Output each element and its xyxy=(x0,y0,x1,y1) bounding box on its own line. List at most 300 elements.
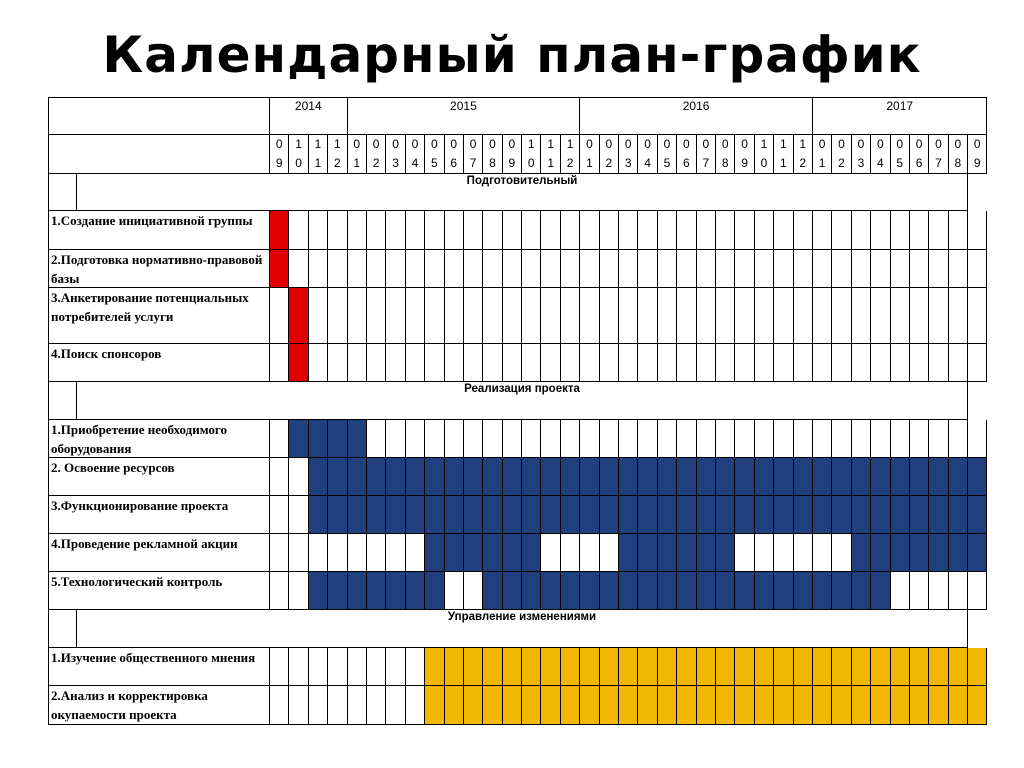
gantt-empty-cell xyxy=(619,211,638,250)
gantt-empty-cell xyxy=(445,572,464,610)
gantt-empty-cell xyxy=(561,420,580,458)
gantt-bar-cell xyxy=(309,420,328,458)
gantt-bar-cell xyxy=(735,648,754,686)
gantt-bar-cell xyxy=(677,572,696,610)
gantt-bar-cell xyxy=(406,496,425,534)
gantt-empty-cell xyxy=(968,344,987,382)
gantt-empty-cell xyxy=(891,211,910,250)
gantt-empty-cell xyxy=(794,534,813,572)
gantt-bar-cell xyxy=(677,458,696,496)
gantt-bar-cell xyxy=(580,648,599,686)
gantt-empty-cell xyxy=(600,211,619,250)
gantt-bar-cell xyxy=(929,648,948,686)
gantt-bar-cell xyxy=(289,288,308,344)
gantt-bar-cell xyxy=(309,496,328,534)
gantt-empty-cell xyxy=(406,344,425,382)
month-header: 0 6 xyxy=(910,135,929,174)
task-label: 1.Изучение общественного мнения xyxy=(49,648,270,686)
year-header: 2017 xyxy=(813,98,988,135)
gantt-bar-cell xyxy=(871,534,890,572)
gantt-empty-cell xyxy=(386,288,405,344)
gantt-bar-cell xyxy=(658,686,677,725)
gantt-bar-cell xyxy=(774,496,793,534)
gantt-bar-cell xyxy=(832,572,851,610)
gantt-empty-cell xyxy=(638,288,657,344)
gantt-empty-cell xyxy=(697,288,716,344)
gantt-empty-cell xyxy=(755,250,774,288)
gantt-empty-cell xyxy=(503,288,522,344)
gantt-empty-cell xyxy=(658,420,677,458)
gantt-empty-cell xyxy=(949,344,968,382)
gantt-bar-cell xyxy=(464,496,483,534)
gantt-bar-cell xyxy=(522,458,541,496)
gantt-empty-cell xyxy=(716,420,735,458)
gantt-empty-cell xyxy=(309,534,328,572)
gantt-empty-cell xyxy=(503,344,522,382)
gantt-empty-cell xyxy=(891,288,910,344)
gantt-bar-cell xyxy=(832,686,851,725)
gantt-bar-cell xyxy=(968,534,987,572)
gantt-bar-cell xyxy=(619,458,638,496)
gantt-empty-cell xyxy=(406,250,425,288)
gantt-empty-cell xyxy=(774,534,793,572)
gantt-bar-cell xyxy=(367,496,386,534)
gantt-empty-cell xyxy=(697,344,716,382)
gantt-bar-cell xyxy=(871,686,890,725)
year-header: 2016 xyxy=(580,98,813,135)
gantt-empty-cell xyxy=(852,288,871,344)
section-marker-cell xyxy=(49,174,77,211)
gantt-empty-cell xyxy=(367,534,386,572)
gantt-empty-cell xyxy=(910,572,929,610)
gantt-bar-cell xyxy=(464,458,483,496)
gantt-bar-cell xyxy=(328,572,347,610)
gantt-bar-cell xyxy=(716,534,735,572)
gantt-empty-cell xyxy=(309,288,328,344)
gantt-bar-cell xyxy=(425,686,444,725)
gantt-bar-cell xyxy=(619,686,638,725)
gantt-bar-cell xyxy=(910,534,929,572)
gantt-empty-cell xyxy=(813,344,832,382)
gantt-bar-cell xyxy=(658,648,677,686)
gantt-empty-cell xyxy=(755,420,774,458)
gantt-bar-cell xyxy=(289,344,308,382)
gantt-bar-cell xyxy=(968,458,987,496)
gantt-empty-cell xyxy=(289,496,308,534)
gantt-empty-cell xyxy=(735,534,754,572)
gantt-bar-cell xyxy=(328,458,347,496)
gantt-empty-cell xyxy=(697,420,716,458)
gantt-bar-cell xyxy=(580,496,599,534)
gantt-bar-cell xyxy=(425,534,444,572)
gantt-bar-cell xyxy=(755,686,774,725)
gantt-bar-cell xyxy=(600,496,619,534)
gantt-empty-cell xyxy=(328,344,347,382)
gantt-bar-cell xyxy=(483,648,502,686)
gantt-empty-cell xyxy=(697,250,716,288)
gantt-bar-cell xyxy=(600,458,619,496)
gantt-bar-cell xyxy=(794,496,813,534)
gantt-bar-cell xyxy=(929,496,948,534)
gantt-bar-cell xyxy=(270,250,289,288)
gantt-empty-cell xyxy=(270,572,289,610)
task-label: 2. Освоение ресурсов xyxy=(49,458,270,496)
gantt-empty-cell xyxy=(716,288,735,344)
gantt-empty-cell xyxy=(483,250,502,288)
gantt-bar-cell xyxy=(328,420,347,458)
gantt-empty-cell xyxy=(600,534,619,572)
gantt-empty-cell xyxy=(348,686,367,725)
gantt-empty-cell xyxy=(425,288,444,344)
month-header: 1 2 xyxy=(794,135,813,174)
gantt-empty-cell xyxy=(638,420,657,458)
gantt-empty-cell xyxy=(425,344,444,382)
gantt-bar-cell xyxy=(697,496,716,534)
gantt-empty-cell xyxy=(348,534,367,572)
gantt-empty-cell xyxy=(348,648,367,686)
month-header: 0 6 xyxy=(445,135,464,174)
month-header: 0 6 xyxy=(677,135,696,174)
gantt-empty-cell xyxy=(910,211,929,250)
gantt-bar-cell xyxy=(445,648,464,686)
gantt-bar-cell xyxy=(600,572,619,610)
gantt-empty-cell xyxy=(716,250,735,288)
gantt-empty-cell xyxy=(445,420,464,458)
gantt-bar-cell xyxy=(483,572,502,610)
gantt-empty-cell xyxy=(541,344,560,382)
gantt-empty-cell xyxy=(774,250,793,288)
task-label: 1.Приобретение необходимого оборудования xyxy=(49,420,270,458)
gantt-empty-cell xyxy=(677,250,696,288)
gantt-empty-cell xyxy=(774,211,793,250)
gantt-empty-cell xyxy=(348,250,367,288)
gantt-bar-cell xyxy=(638,458,657,496)
page-title: Календарный план-график xyxy=(102,26,922,84)
task-label: 1.Создание инициативной группы xyxy=(49,211,270,250)
gantt-empty-cell xyxy=(541,250,560,288)
gantt-bar-cell xyxy=(386,458,405,496)
month-header: 0 8 xyxy=(716,135,735,174)
gantt-bar-cell xyxy=(561,496,580,534)
gantt-bar-cell xyxy=(619,534,638,572)
gantt-empty-cell xyxy=(464,250,483,288)
gantt-empty-cell xyxy=(755,211,774,250)
task-label: 5.Технологический контроль xyxy=(49,572,270,610)
gantt-empty-cell xyxy=(503,420,522,458)
gantt-empty-cell xyxy=(445,344,464,382)
gantt-empty-cell xyxy=(871,344,890,382)
gantt-empty-cell xyxy=(677,420,696,458)
gantt-empty-cell xyxy=(929,288,948,344)
gantt-bar-cell xyxy=(774,686,793,725)
gantt-empty-cell xyxy=(367,648,386,686)
gantt-empty-cell xyxy=(832,288,851,344)
gantt-bar-cell xyxy=(309,572,328,610)
gantt-bar-cell xyxy=(638,534,657,572)
gantt-empty-cell xyxy=(794,344,813,382)
gantt-bar-cell xyxy=(445,496,464,534)
gantt-empty-cell xyxy=(871,211,890,250)
gantt-bar-cell xyxy=(541,458,560,496)
gantt-bar-cell xyxy=(949,648,968,686)
gantt-empty-cell xyxy=(270,496,289,534)
gantt-empty-cell xyxy=(464,288,483,344)
month-header: 0 7 xyxy=(697,135,716,174)
gantt-bar-cell xyxy=(716,458,735,496)
gantt-bar-cell xyxy=(871,572,890,610)
gantt-bar-cell xyxy=(755,458,774,496)
gantt-empty-cell xyxy=(891,344,910,382)
gantt-empty-cell xyxy=(270,420,289,458)
gantt-bar-cell xyxy=(755,572,774,610)
gantt-empty-cell xyxy=(755,344,774,382)
gantt-bar-cell xyxy=(289,420,308,458)
gantt-empty-cell xyxy=(348,344,367,382)
gantt-bar-cell xyxy=(852,534,871,572)
gantt-bar-cell xyxy=(425,496,444,534)
gantt-empty-cell xyxy=(929,572,948,610)
gantt-empty-cell xyxy=(929,344,948,382)
gantt-empty-cell xyxy=(561,211,580,250)
gantt-bar-cell xyxy=(348,496,367,534)
section-header: Подготовительный xyxy=(77,174,968,211)
month-header: 0 2 xyxy=(367,135,386,174)
gantt-bar-cell xyxy=(367,572,386,610)
gantt-bar-cell xyxy=(968,648,987,686)
gantt-bar-cell xyxy=(794,686,813,725)
gantt-bar-cell xyxy=(367,458,386,496)
gantt-empty-cell xyxy=(852,211,871,250)
gantt-empty-cell xyxy=(541,211,560,250)
gantt-empty-cell xyxy=(406,288,425,344)
gantt-empty-cell xyxy=(483,211,502,250)
gantt-bar-cell xyxy=(658,572,677,610)
month-header: 0 8 xyxy=(483,135,502,174)
gantt-bar-cell xyxy=(677,648,696,686)
task-label: 2.Подготовка нормативно-правовой базы xyxy=(49,250,270,288)
gantt-empty-cell xyxy=(677,211,696,250)
gantt-empty-cell xyxy=(270,288,289,344)
month-header: 0 1 xyxy=(580,135,599,174)
gantt-bar-cell xyxy=(503,534,522,572)
gantt-empty-cell xyxy=(619,288,638,344)
gantt-empty-cell xyxy=(367,344,386,382)
gantt-bar-cell xyxy=(813,458,832,496)
gantt-empty-cell xyxy=(871,250,890,288)
gantt-empty-cell xyxy=(949,211,968,250)
gantt-empty-cell xyxy=(425,250,444,288)
gantt-bar-cell xyxy=(852,458,871,496)
gantt-empty-cell xyxy=(289,534,308,572)
gantt-empty-cell xyxy=(677,288,696,344)
month-header: 0 1 xyxy=(813,135,832,174)
gantt-empty-cell xyxy=(658,288,677,344)
gantt-bar-cell xyxy=(968,496,987,534)
gantt-empty-cell xyxy=(348,211,367,250)
gantt-empty-cell xyxy=(386,211,405,250)
gantt-empty-cell xyxy=(270,458,289,496)
gantt-table xyxy=(48,97,987,725)
task-label: 3.Анкетирование потенциальных потребителей услуги xyxy=(49,288,270,344)
gantt-empty-cell xyxy=(891,250,910,288)
gantt-bar-cell xyxy=(348,572,367,610)
gantt-empty-cell xyxy=(774,420,793,458)
gantt-bar-cell xyxy=(406,572,425,610)
gantt-empty-cell xyxy=(832,534,851,572)
gantt-empty-cell xyxy=(406,686,425,725)
gantt-bar-cell xyxy=(871,648,890,686)
gantt-bar-cell xyxy=(561,648,580,686)
gantt-bar-cell xyxy=(522,572,541,610)
section-header: Реализация проекта xyxy=(77,382,968,420)
gantt-empty-cell xyxy=(328,211,347,250)
gantt-bar-cell xyxy=(406,458,425,496)
gantt-bar-cell xyxy=(813,648,832,686)
gantt-bar-cell xyxy=(910,458,929,496)
gantt-bar-cell xyxy=(561,572,580,610)
gantt-empty-cell xyxy=(464,344,483,382)
month-header: 1 0 xyxy=(755,135,774,174)
gantt-empty-cell xyxy=(794,420,813,458)
gantt-empty-cell xyxy=(600,288,619,344)
gantt-bar-cell xyxy=(348,420,367,458)
gantt-empty-cell xyxy=(464,572,483,610)
gantt-empty-cell xyxy=(600,344,619,382)
gantt-bar-cell xyxy=(852,496,871,534)
gantt-empty-cell xyxy=(328,288,347,344)
gantt-bar-cell xyxy=(949,534,968,572)
gantt-bar-cell xyxy=(522,686,541,725)
gantt-empty-cell xyxy=(619,420,638,458)
gantt-empty-cell xyxy=(832,344,851,382)
gantt-bar-cell xyxy=(522,534,541,572)
gantt-bar-cell xyxy=(832,496,851,534)
gantt-bar-cell xyxy=(541,572,560,610)
gantt-empty-cell xyxy=(852,344,871,382)
gantt-empty-cell xyxy=(289,458,308,496)
gantt-bar-cell xyxy=(445,686,464,725)
gantt-empty-cell xyxy=(794,211,813,250)
gantt-empty-cell xyxy=(619,250,638,288)
gantt-empty-cell xyxy=(406,420,425,458)
gantt-empty-cell xyxy=(425,420,444,458)
month-header: 0 4 xyxy=(871,135,890,174)
gantt-empty-cell xyxy=(580,250,599,288)
gantt-empty-cell xyxy=(386,648,405,686)
year-header: 2015 xyxy=(348,98,581,135)
gantt-empty-cell xyxy=(522,211,541,250)
gantt-empty-cell xyxy=(503,211,522,250)
gantt-empty-cell xyxy=(522,288,541,344)
header-label-cell xyxy=(49,135,270,174)
gantt-empty-cell xyxy=(794,250,813,288)
gantt-empty-cell xyxy=(541,420,560,458)
gantt-bar-cell xyxy=(929,686,948,725)
gantt-bar-cell xyxy=(929,458,948,496)
gantt-empty-cell xyxy=(852,420,871,458)
month-header: 0 7 xyxy=(929,135,948,174)
gantt-empty-cell xyxy=(561,288,580,344)
gantt-bar-cell xyxy=(270,211,289,250)
gantt-bar-cell xyxy=(658,496,677,534)
gantt-bar-cell xyxy=(735,686,754,725)
gantt-bar-cell xyxy=(774,572,793,610)
gantt-empty-cell xyxy=(386,344,405,382)
gantt-empty-cell xyxy=(794,288,813,344)
gantt-empty-cell xyxy=(367,211,386,250)
section-marker-cell xyxy=(49,382,77,420)
gantt-bar-cell xyxy=(697,572,716,610)
gantt-bar-cell xyxy=(386,572,405,610)
gantt-empty-cell xyxy=(929,211,948,250)
gantt-bar-cell xyxy=(735,572,754,610)
gantt-empty-cell xyxy=(658,250,677,288)
month-header: 1 0 xyxy=(289,135,308,174)
gantt-bar-cell xyxy=(677,686,696,725)
gantt-bar-cell xyxy=(503,458,522,496)
gantt-bar-cell xyxy=(716,686,735,725)
gantt-empty-cell xyxy=(522,420,541,458)
gantt-bar-cell xyxy=(832,648,851,686)
gantt-empty-cell xyxy=(367,250,386,288)
month-header: 1 1 xyxy=(309,135,328,174)
month-header: 0 9 xyxy=(968,135,987,174)
gantt-empty-cell xyxy=(968,572,987,610)
gantt-bar-cell xyxy=(580,686,599,725)
gantt-empty-cell xyxy=(735,250,754,288)
gantt-bar-cell xyxy=(425,648,444,686)
gantt-empty-cell xyxy=(328,686,347,725)
month-header: 0 9 xyxy=(270,135,289,174)
gantt-bar-cell xyxy=(425,458,444,496)
gantt-empty-cell xyxy=(386,250,405,288)
gantt-empty-cell xyxy=(716,344,735,382)
gantt-bar-cell xyxy=(309,458,328,496)
gantt-empty-cell xyxy=(677,344,696,382)
gantt-empty-cell xyxy=(309,648,328,686)
gantt-bar-cell xyxy=(697,686,716,725)
gantt-empty-cell xyxy=(541,534,560,572)
header-label-cell xyxy=(49,98,270,135)
gantt-bar-cell xyxy=(735,496,754,534)
gantt-empty-cell xyxy=(270,534,289,572)
gantt-bar-cell xyxy=(503,496,522,534)
gantt-bar-cell xyxy=(425,572,444,610)
gantt-empty-cell xyxy=(832,250,851,288)
gantt-bar-cell xyxy=(600,686,619,725)
month-header: 0 4 xyxy=(638,135,657,174)
gantt-empty-cell xyxy=(910,250,929,288)
gantt-bar-cell xyxy=(871,458,890,496)
gantt-bar-cell xyxy=(929,534,948,572)
gantt-empty-cell xyxy=(406,534,425,572)
gantt-empty-cell xyxy=(541,288,560,344)
gantt-bar-cell xyxy=(483,534,502,572)
gantt-bar-cell xyxy=(483,458,502,496)
gantt-bar-cell xyxy=(794,458,813,496)
task-label: 3.Функционирование проекта xyxy=(49,496,270,534)
month-header: 0 2 xyxy=(600,135,619,174)
gantt-empty-cell xyxy=(968,288,987,344)
gantt-bar-cell xyxy=(852,648,871,686)
gantt-bar-cell xyxy=(445,458,464,496)
gantt-empty-cell xyxy=(949,572,968,610)
month-header: 0 4 xyxy=(406,135,425,174)
gantt-empty-cell xyxy=(367,288,386,344)
gantt-empty-cell xyxy=(328,534,347,572)
gantt-empty-cell xyxy=(968,420,987,458)
gantt-bar-cell xyxy=(794,572,813,610)
